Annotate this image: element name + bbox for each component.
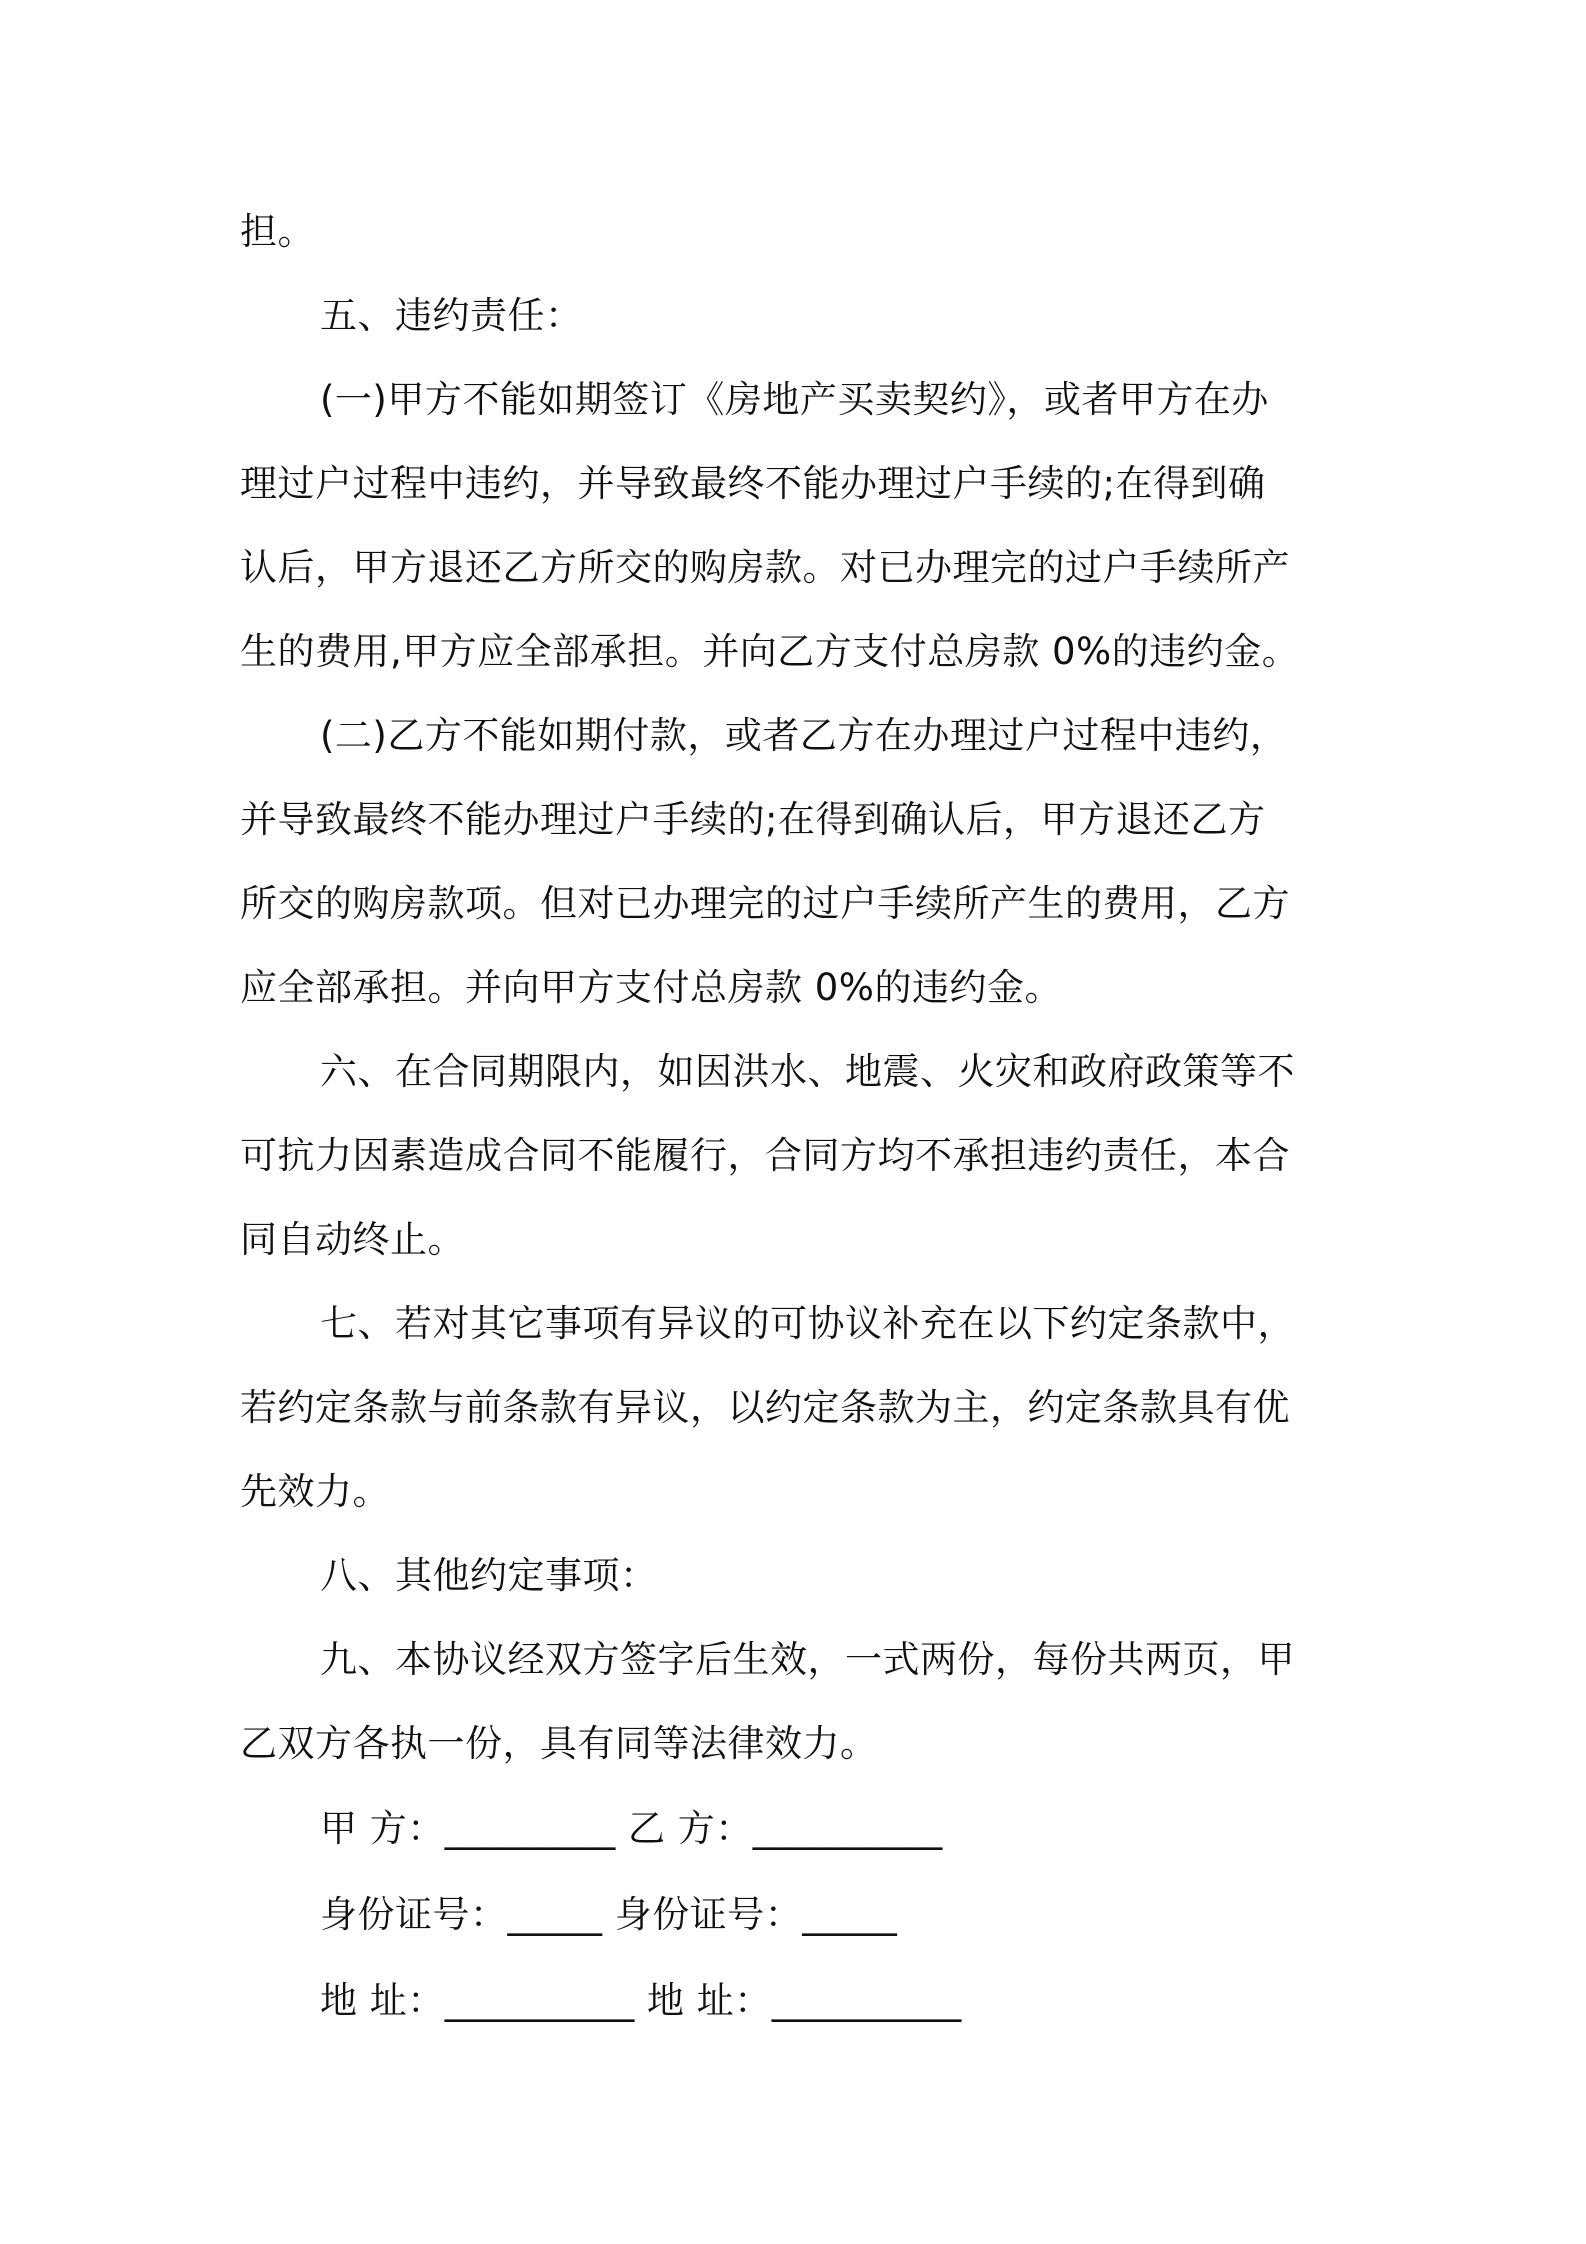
paragraph-line: 所交的购房款项。但对已办理完的过户手续所产生的费用，乙方 [240, 882, 1290, 925]
section-other-agreements: 八、其他约定事项： [320, 1554, 658, 1597]
section-other-matters: 七、若对其它事项有异议的可协议补充在以下约定条款中， [320, 1302, 1295, 1345]
paragraph-line: 乙双方各执一份，具有同等法律效力。 [240, 1722, 878, 1765]
contract-body [240, 190, 1350, 2044]
paragraph-line: 若约定条款与前条款有异议，以约定条款为主，约定条款具有优 [240, 1386, 1290, 1429]
signature-address-line: 地 址：__________ 地 址：__________ [320, 1979, 962, 2022]
paragraph-line: 认后，甲方退还乙方所交的购房款。对已办理完的过户手续所产 [240, 546, 1290, 589]
signature-id-line: 身份证号：_____ 身份证号：_____ [320, 1893, 898, 1936]
paragraph-line: (一)甲方不能如期签订《房地产买卖契约》，或者甲方在办 [320, 378, 1269, 421]
paragraph-line: 担。 [240, 210, 315, 253]
paragraph-line: 可抗力因素造成合同不能履行，合同方均不承担违约责任，本合 [240, 1134, 1290, 1177]
paragraph-line: 理过户过程中违约，并导致最终不能办理过户手续的;在得到确 [240, 462, 1266, 505]
paragraph-line: 生的费用,甲方应全部承担。并向乙方支付总房款 0%的违约金。 [240, 630, 1300, 673]
paragraph-line: 应全部承担。并向甲方支付总房款 0%的违约金。 [240, 966, 1062, 1009]
paragraph-line: 先效力。 [240, 1470, 390, 1513]
paragraph-line: (二)乙方不能如期付款，或者乙方在办理过户过程中违约， [320, 714, 1288, 757]
signature-party-line: 甲 方：_________ 乙 方：__________ [320, 1807, 943, 1850]
section-force-majeure: 六、在合同期限内，如因洪水、地震、火灾和政府政策等不 [320, 1050, 1295, 1093]
section-effectiveness: 九、本协议经双方签字后生效，一式两份，每份共两页，甲 [320, 1638, 1295, 1681]
section-heading-breach: 五、违约责任： [320, 294, 583, 337]
paragraph-line: 同自动终止。 [240, 1218, 465, 1261]
paragraph-line: 并导致最终不能办理过户手续的;在得到确认后，甲方退还乙方 [240, 798, 1266, 841]
